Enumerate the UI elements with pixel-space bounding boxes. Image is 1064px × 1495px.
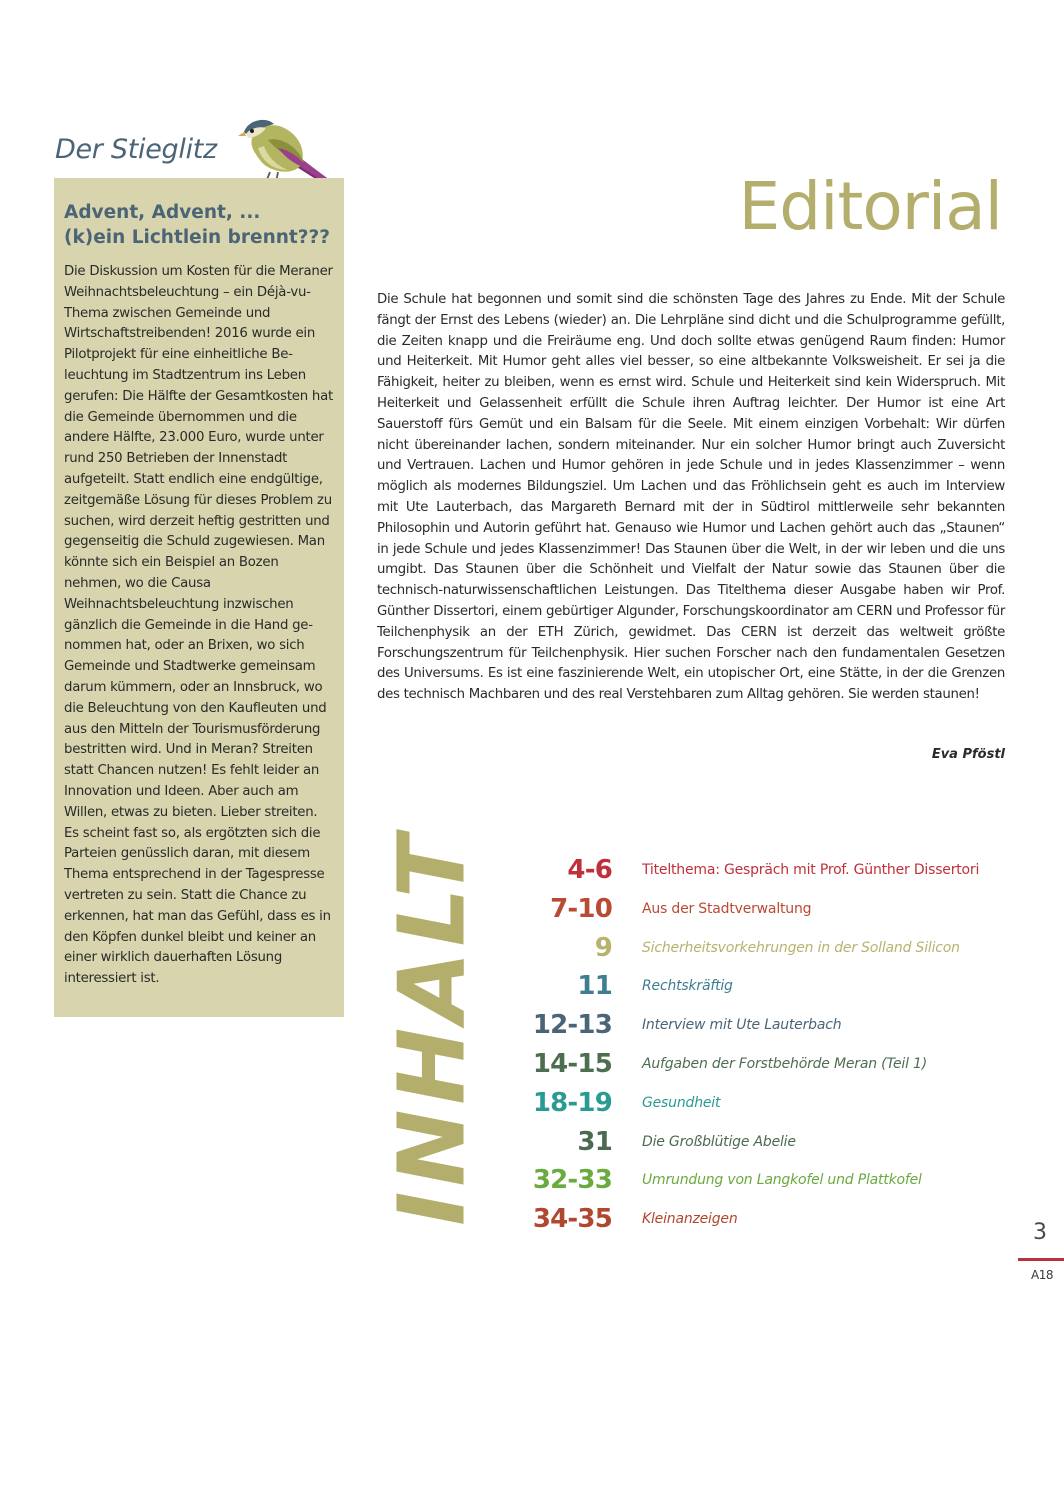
toc-entry-title: Interview mit Ute Lauterbach [642, 1017, 842, 1034]
sidebar-box [54, 178, 344, 1017]
toc-entry-pages: 11 [577, 971, 612, 1002]
sidebar-heading [64, 200, 334, 250]
toc-entry-title: Aus der Stadtverwaltung [642, 900, 812, 917]
toc-entry-title: Sicherheitsvorkehrungen in der Solland Silicon [642, 939, 960, 956]
toc-entry-title: Titelthema: Gespräch mit Prof. Günther Dissertori [642, 862, 980, 878]
editorial-heading: Editorial [738, 168, 1002, 245]
toc-entry[interactable] [520, 1007, 1000, 1046]
toc-entry[interactable] [520, 1162, 1000, 1201]
page-number-rule [1018, 1258, 1064, 1261]
toc-entry[interactable] [520, 852, 1000, 891]
page-number: 3 [1033, 1220, 1047, 1245]
sidebar-heading-line1: Advent, Advent, ... [64, 202, 261, 223]
editorial-body: Die Schule hat begonnen und somit sind die schönsten Tage des Jahres zu Ende. Mit der Schule fängt der Ernst des Lebens (wieder) an. Die Lehrpläne sind dicht und die Schulprogramme gefüllt, die Zeiten knapp und die Freiräume eng. Und doch sollte etwas genügend Raum finden: Humor und Heiterkeit. Mit Humor geht alles viel besser, so eine altbekannte Volksweisheit. Er sei ja die Fähigkeit, heiter zu bleiben, wenn es ernst wird. Schule und Heiterkeit sind kein Widerspruch. Mit Heiterkeit und Gelassenheit erfüllt die Schule ihren Auftrag leichter. Der Humor ist eine Art Sauerstoff fürs Gemüt und ein Balsam für die Seele. Mit einem einzigen Vorbehalt: Wir dürfen nicht übereinander lachen, sondern miteinander. Nur ein solcher Humor bringt auch Zuversicht und Vertrauen. Lachen und Humor gehören in jede Schule und in jedes Klassenzimmer – wenn möglich als modernes Bildungsziel. Um Lachen und das Fröhlichsein geht es auch im Interview mit Ute Lauterbach, das Margareth Bernard mit der in Südtirol mittlerweile sehr bekannten Philosophin und Autorin geführt hat. Genauso wie Humor und Lachen gehört auch das „Staunen“ in jede Schule und jedes Klassenzimmer! Das Staunen über die Welt, in der wir leben und die uns umgibt. Das Staunen über die Schönheit und Vielfalt der Natur sowie das Staunen über die technisch-naturwissenschaftlichen Leistungen. Das Titelthema dieser Ausgabe haben wir Prof. Günther Dissertori, einem gebürtiger Algunder, Forschungskoordinator am CERN und Professor für Teilchenphysik an der ETH Zürich, gewidmet. Das CERN ist derzeit das weltweit größte Forschungszentrum für Teilchenphysik. Hier suchen Forscher nach den fundamentalen Gesetzen des Universums. Es ist eine faszinierende Welt, ein utopischer Ort, eine Stätte, in der die Grenzen des technisch Machbaren und des real Verstehbaren zum Alltag gehören. Sie werden staunen! [377, 292, 1005, 703]
toc-entry-pages: 32-33 [532, 1165, 612, 1196]
column-title: Der Stieglitz [55, 134, 217, 165]
toc-entry[interactable] [520, 968, 1000, 1007]
toc-entry-title: Aufgaben der Forstbehörde Meran (Teil 1) [642, 1055, 928, 1072]
toc-entry-title: Gesundheit [642, 1094, 721, 1111]
toc-entry[interactable] [520, 1201, 1000, 1240]
toc-entry[interactable] [520, 1124, 1000, 1163]
toc-entry-pages: 12-13 [532, 1010, 612, 1041]
toc-entry-pages: 7-10 [550, 893, 612, 924]
contents-label-text: INHALT [378, 830, 486, 1226]
toc-entry-title: Rechtskräftig [642, 978, 733, 995]
toc-entry-pages: 4-6 [567, 855, 612, 885]
toc-entry-pages: 18-19 [532, 1087, 612, 1118]
toc-entry-title: Umrundung von Langkofel und Plattkofel [642, 1172, 922, 1189]
toc-entry-title: Kleinanzeigen [642, 1211, 738, 1228]
toc-entry[interactable] [520, 930, 1000, 969]
sidebar-body: Die Diskussion um Kosten für die Meraner Weihnachtsbeleuchtung – ein Déjà-vu-Thema zwischen Gemeinde und Wirtschaftstreibenden! 2016 wurde ein Pilotprojekt für eine einheitliche Beleuchtung im Stadtzentrum ins Leben gerufen: Die Hälfte der Gesamtkosten hat die Gemeinde übernommen und die andere Hälfte, 23.000 Euro, wurde unter rund 250 Betrieben der Innenstadt aufgeteilt. Statt endlich eine endgültige, zeitgemäße Lösung für dieses Problem zu suchen, wird derzeit heftig gestritten und gegenseitig die Schuld zugewiesen. Man könnte sich ein Beispiel an Bozen nehmen, wo die Causa Weihnachtsbeleuchtung inzwischen gänzlich die Gemeinde in die Hand genommen hat, oder an Brixen, wo sich Gemeinde und Stadtwerke gemeinsam darum kümmern, oder an Innsbruck, wo die Beleuchtung von den Kaufleuten und aus den Mitteln der Tourismusförderung bestritten wird. Und in Meran? Streiten statt Chancen nutzen! Es fehlt leider an Innovation und Ideen. Aber auch am Willen, etwas zu bieten. Lieber streiten. Es scheint fast so, als ergötzten sich die Parteien genüsslich daran, mit diesem Thema entsprechend in der Tagespresse vertreten zu sein. Statt die Chance zu erkennen, hat man das Gefühl, dass es in den Köpfen dunkel bleibt und keiner an einer wirklich dauerhaften Lösung interessiert ist. [64, 264, 333, 987]
toc-entry-pages: 14-15 [532, 1048, 612, 1079]
table-of-contents [520, 852, 1000, 1240]
toc-entry-title: Die Großblütige Abelie [642, 1133, 796, 1150]
toc-entry[interactable] [520, 891, 1000, 930]
issue-code: A18 [1031, 1268, 1053, 1282]
toc-entry-pages: 31 [577, 1126, 612, 1157]
sidebar-heading-line2: (k)ein Lichtlein brennt??? [64, 227, 330, 248]
toc-entry[interactable] [520, 1085, 1000, 1124]
author-signature: Eva Pföstl [931, 747, 1005, 762]
toc-entry[interactable] [520, 1046, 1000, 1085]
toc-entry-pages: 9 [594, 932, 612, 963]
toc-entry-pages: 34-35 [532, 1204, 612, 1235]
